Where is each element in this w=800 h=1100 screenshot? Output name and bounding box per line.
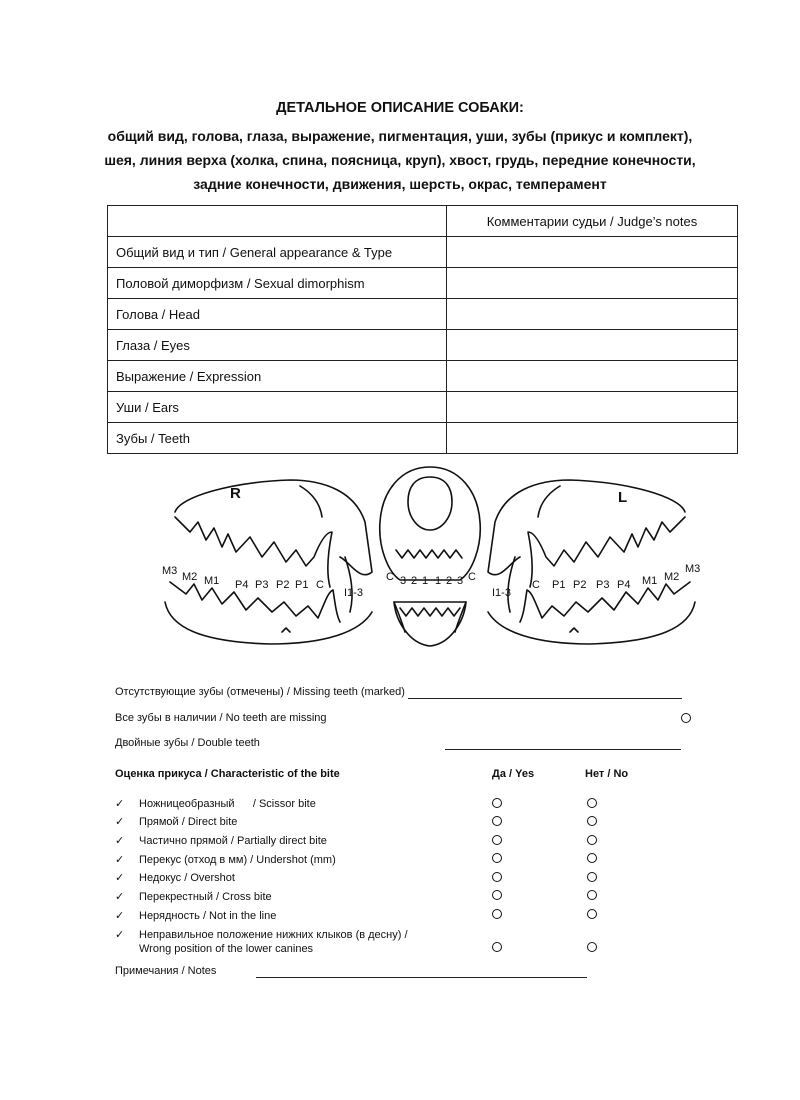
header-cell-empty — [108, 206, 447, 237]
bite-heading: Оценка прикуса / Characteristic of the bite — [115, 768, 340, 780]
front-skull-drawing — [380, 467, 481, 646]
check-icon: ✓ — [115, 835, 125, 847]
check-icon: ✓ — [115, 854, 125, 866]
judge-notes-cell[interactable] — [447, 361, 738, 392]
judge-notes-cell[interactable] — [447, 330, 738, 361]
title-main: ДЕТАЛЬНОЕ ОПИСАНИЕ СОБАКИ: — [276, 100, 524, 116]
tooth-label-P4-left: P4 — [617, 579, 631, 591]
bite-direct-no-radio[interactable] — [587, 816, 597, 826]
check-icon: ✓ — [115, 929, 125, 941]
front-label-C-right: C — [386, 571, 394, 583]
check-icon: ✓ — [115, 891, 125, 903]
row-label: Выражение / Expression — [108, 361, 447, 392]
right-side-label: R — [230, 485, 241, 502]
left-skull-drawing — [488, 480, 695, 644]
bite-overshot-no-radio[interactable] — [587, 872, 597, 882]
missing-teeth-input-line[interactable] — [408, 698, 682, 699]
yes-column-header: Да / Yes — [492, 768, 535, 780]
tooth-label-P1-left: P1 — [552, 579, 566, 591]
judge-notes-cell[interactable] — [447, 423, 738, 454]
bite-scissor-no-radio[interactable] — [587, 798, 597, 808]
missing-teeth-label: Отсутствующие зубы (отмечены) / Missing teeth (marked) — [115, 686, 405, 698]
bite-overshot-yes-radio[interactable] — [492, 872, 502, 882]
bite-cross-no-radio[interactable] — [587, 890, 597, 900]
bite-undershot-yes-radio[interactable] — [492, 853, 502, 863]
front-label-3-left: 3 — [457, 575, 464, 587]
form-title — [0, 100, 800, 196]
tooth-label-P4-right: P4 — [235, 579, 249, 591]
notes-label: Примечания / Notes — [115, 965, 217, 977]
right-skull-drawing — [165, 480, 372, 644]
bite-undershot-no-radio[interactable] — [587, 853, 597, 863]
table-header-row — [108, 206, 738, 237]
tooth-label-M2-left: M2 — [664, 571, 680, 583]
front-label-1-left: 1 — [435, 575, 442, 587]
tooth-label-P2-right: P2 — [276, 579, 290, 591]
table-row — [108, 330, 738, 361]
no-missing-teeth-label: Все зубы в наличии / No teeth are missing — [115, 712, 327, 724]
tooth-label-C-right: C — [316, 579, 324, 591]
table-row — [108, 361, 738, 392]
double-teeth-input-line[interactable] — [445, 749, 681, 750]
tooth-label-M3-right: M3 — [162, 565, 178, 577]
bite-partially-direct-no-radio[interactable] — [587, 835, 597, 845]
no-missing-teeth-radio[interactable] — [681, 713, 691, 723]
description-table — [107, 205, 738, 454]
front-label-3-right: 3 — [400, 575, 407, 587]
tooth-label-C-left: C — [532, 579, 540, 591]
row-label: Зубы / Teeth — [108, 423, 447, 454]
bite-option-cross: Перекрестный / Cross bite — [139, 891, 272, 903]
bite-option-lower-canines-line2: Wrong position of the lower canines — [139, 943, 314, 955]
dog-dental-diagram — [150, 462, 710, 662]
row-label: Голова / Head — [108, 299, 447, 330]
bite-option-scissor: Ножницеобразный / Scissor bite — [139, 798, 316, 810]
left-side-label: L — [618, 489, 628, 506]
title-line-1: общий вид, голова, глаза, выражение, пигментация, уши, зубы (прикус и комплект), — [107, 128, 693, 144]
tooth-label-P3-left: P3 — [596, 579, 610, 591]
tooth-label-P2-left: P2 — [573, 579, 587, 591]
notes-input-line[interactable] — [256, 977, 587, 978]
bite-not-in-line-no-radio[interactable] — [587, 909, 597, 919]
bite-direct-yes-radio[interactable] — [492, 816, 502, 826]
bite-option-not-in-line: Нерядность / Not in the line — [139, 910, 277, 922]
bite-option-undershot: Перекус (отход в мм) / Undershot (mm) — [139, 854, 336, 866]
bite-option-overshot: Недокус / Overshot — [139, 872, 235, 884]
bite-lower-canines-no-radio[interactable] — [587, 942, 597, 952]
no-column-header: Нет / No — [585, 768, 629, 780]
front-label-2-left: 2 — [446, 575, 453, 587]
bite-scissor-yes-radio[interactable] — [492, 798, 502, 808]
double-teeth-label: Двойные зубы / Double teeth — [115, 737, 260, 749]
bite-not-in-line-yes-radio[interactable] — [492, 909, 502, 919]
title-line-2: шея, линия верха (холка, спина, поясница, круп), хвост, грудь, передние конечности, — [104, 152, 696, 168]
check-icon: ✓ — [115, 798, 125, 810]
tooth-label-P1-right: P1 — [295, 579, 309, 591]
tooth-label-M3-left: M3 — [685, 563, 701, 575]
bite-lower-canines-yes-radio[interactable] — [492, 942, 502, 952]
header-judges-notes: Комментарии судьи / Judge’s notes — [447, 206, 738, 237]
table-row — [108, 423, 738, 454]
tooth-label-I-left: I1-3 — [492, 587, 511, 599]
bite-option-direct: Прямой / Direct bite — [139, 816, 238, 828]
tooth-label-M1-left: M1 — [642, 575, 658, 587]
row-label: Глаза / Eyes — [108, 330, 447, 361]
bite-cross-yes-radio[interactable] — [492, 890, 502, 900]
front-label-2-right: 2 — [411, 575, 418, 587]
tooth-label-P3-right: P3 — [255, 579, 269, 591]
table-row — [108, 237, 738, 268]
front-label-C-left: C — [468, 571, 476, 583]
judge-notes-cell[interactable] — [447, 268, 738, 299]
judge-notes-cell[interactable] — [447, 237, 738, 268]
tooth-label-M1-right: M1 — [204, 575, 220, 587]
check-icon: ✓ — [115, 872, 125, 884]
check-icon: ✓ — [115, 816, 125, 828]
bite-option-lower-canines-line1: Неправильное положение нижних клыков (в десну) / — [139, 929, 408, 941]
table-row — [108, 392, 738, 423]
check-icon: ✓ — [115, 910, 125, 922]
front-label-1-right: 1 — [422, 575, 429, 587]
row-label: Уши / Ears — [108, 392, 447, 423]
table-row — [108, 268, 738, 299]
judge-notes-cell[interactable] — [447, 392, 738, 423]
row-label: Половой диморфизм / Sexual dimorphism — [108, 268, 447, 299]
tooth-label-I-right: I1-3 — [344, 587, 363, 599]
title-line-3: задние конечности, движения, шерсть, окрас, темперамент — [193, 176, 607, 192]
table-row — [108, 299, 738, 330]
judge-notes-cell[interactable] — [447, 299, 738, 330]
tooth-label-M2-right: M2 — [182, 571, 198, 583]
bite-option-partially-direct: Частично прямой / Partially direct bite — [139, 835, 327, 847]
row-label: Общий вид и тип / General appearance & Type — [108, 237, 447, 268]
bite-partially-direct-yes-radio[interactable] — [492, 835, 502, 845]
